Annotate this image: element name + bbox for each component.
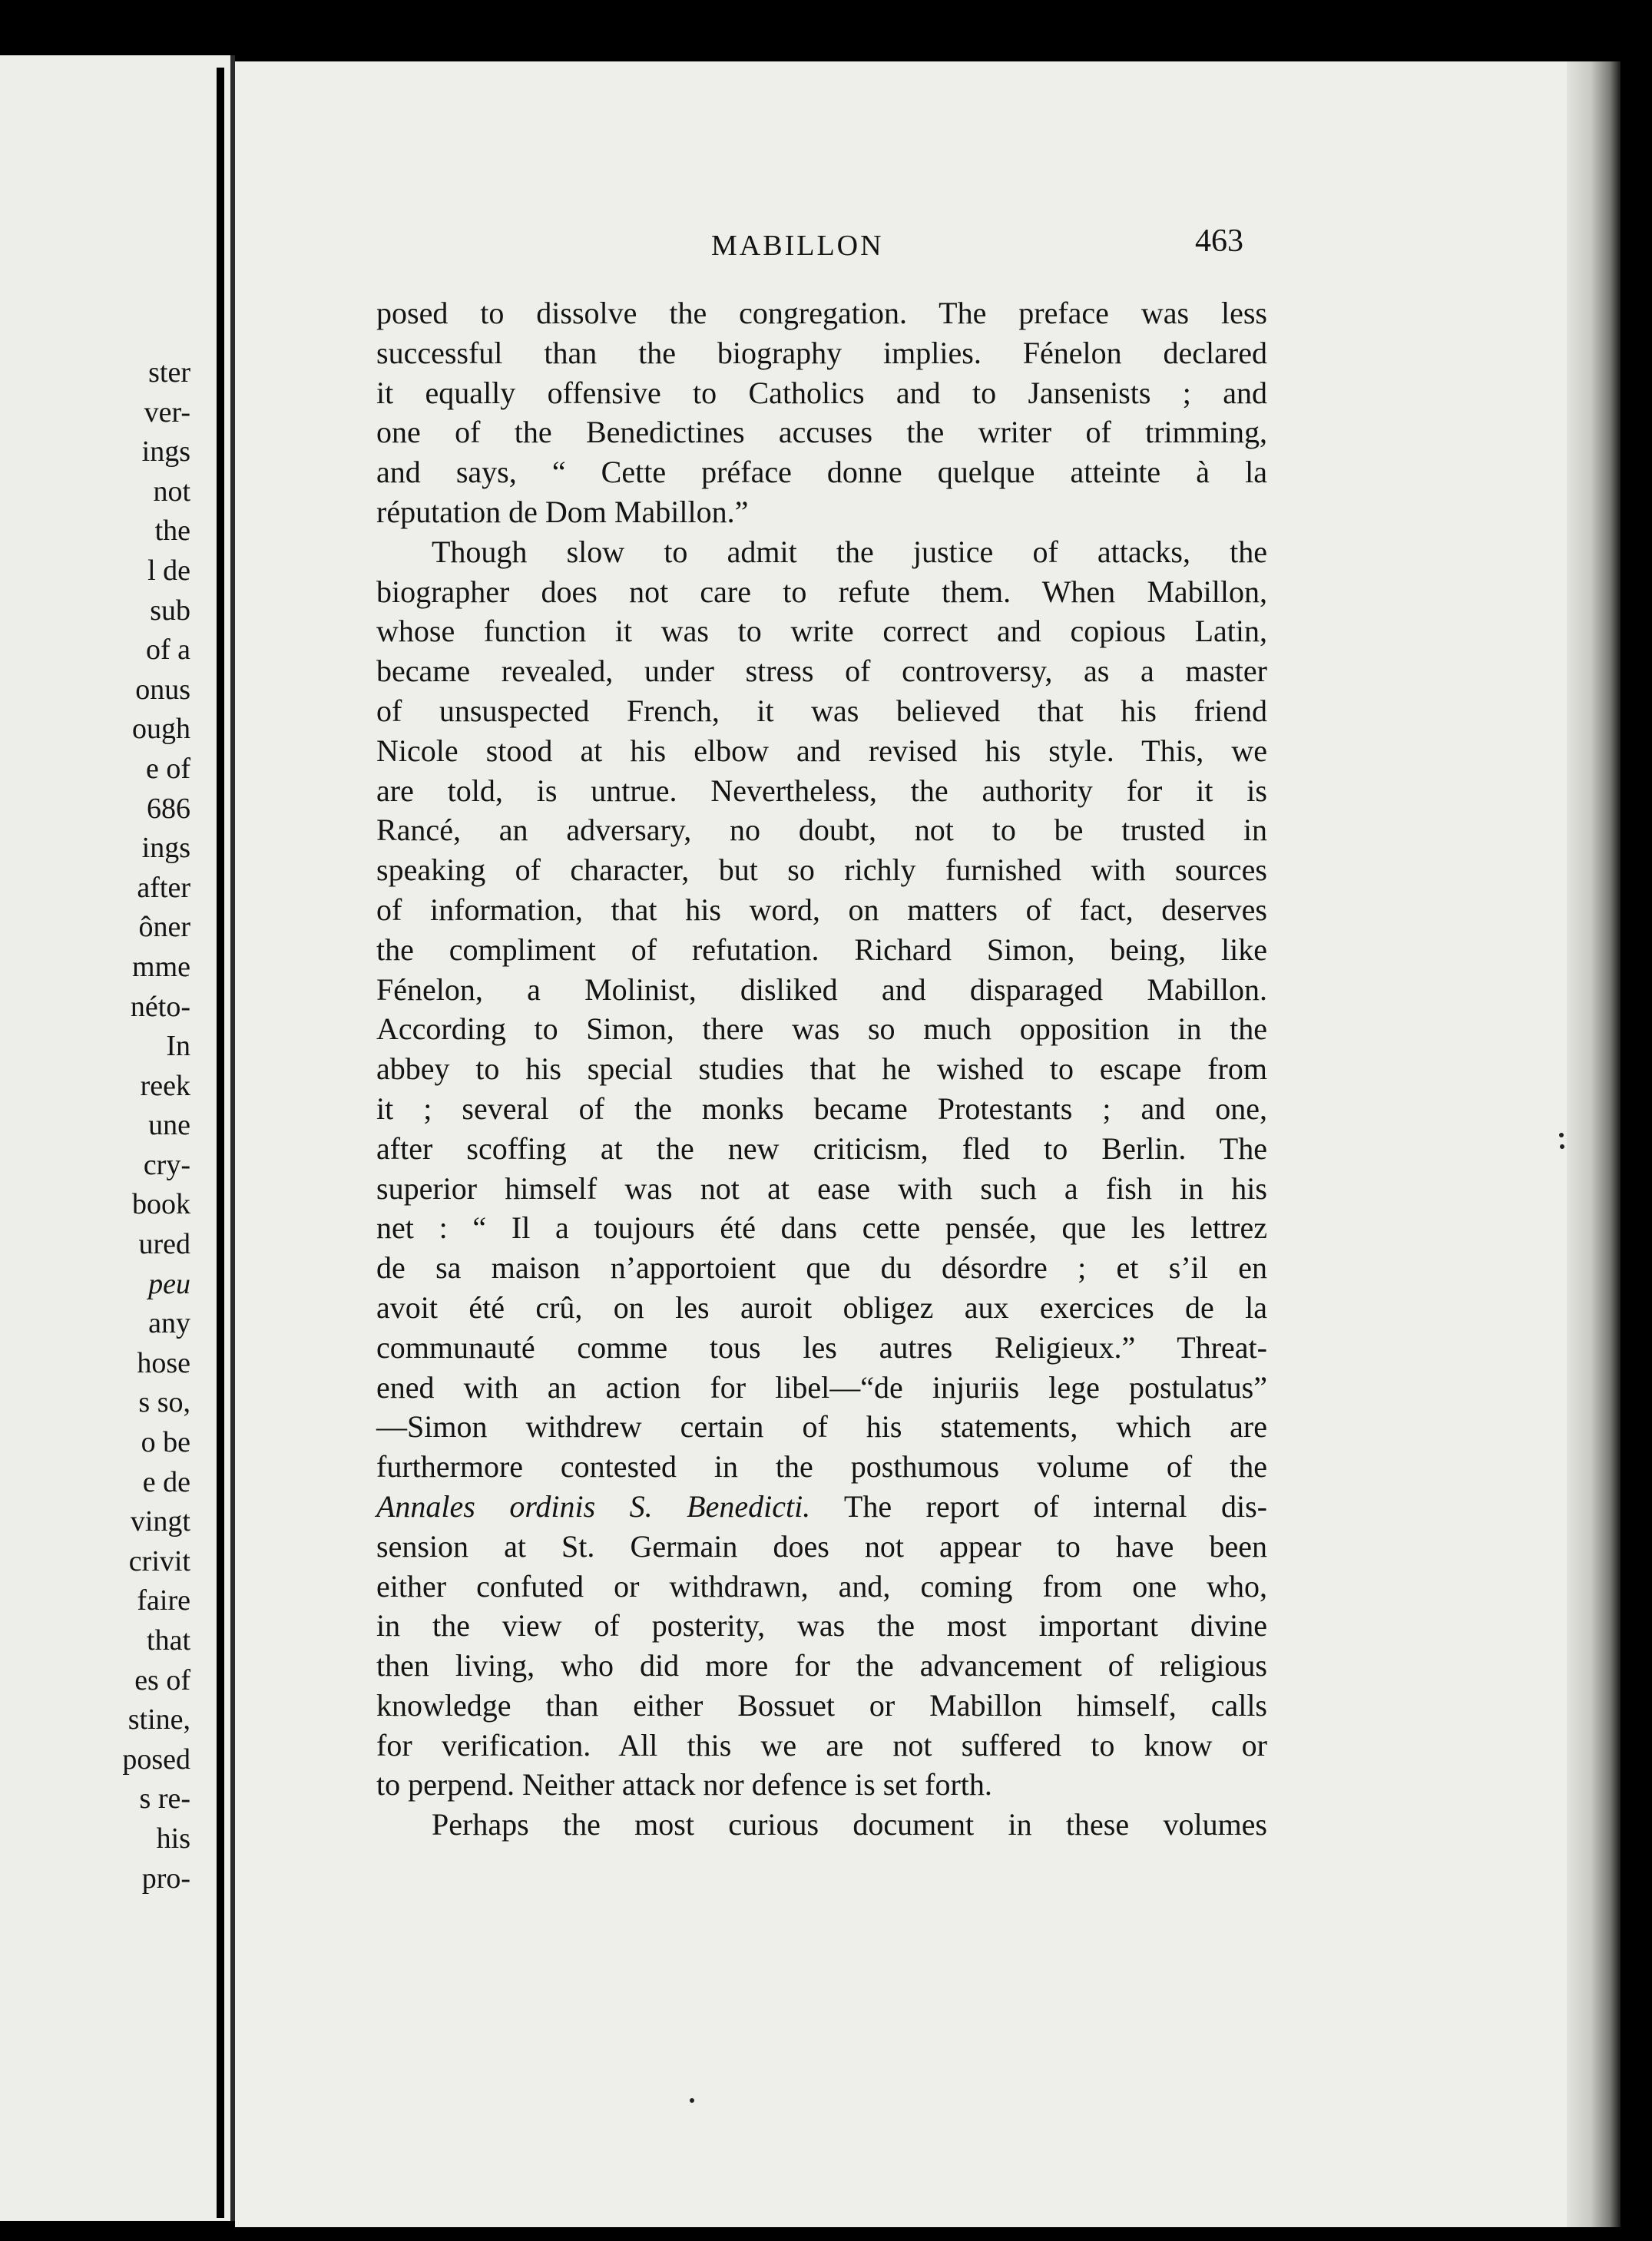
- left-page-line: pro-: [141, 1862, 190, 1895]
- body-line: are told, is untrue. Nevertheless, the authority for it is: [376, 773, 1267, 808]
- left-page-line: reek: [140, 1069, 190, 1102]
- body-line: and says, “ Cette préface donne quelque atteinte à la: [376, 455, 1267, 490]
- body-line: it equally offensive to Catholics and to Jansenists ; and: [376, 375, 1267, 410]
- left-page-line: cry-: [143, 1148, 190, 1181]
- body-line: knowledge than either Bossuet or Mabillon himself, calls: [376, 1687, 1267, 1723]
- left-page-line: vingt: [130, 1505, 190, 1538]
- body-line: of unsuspected French, it was believed that his friend: [376, 693, 1267, 728]
- left-page-line: the: [154, 515, 190, 548]
- body-line: sension at St. Germain does not appear to have been: [376, 1528, 1267, 1564]
- body-line-text: The report of internal dis-: [810, 1488, 1267, 1524]
- body-line: to perpend. Neither attack nor defence is set forth.: [376, 1767, 992, 1802]
- left-page-line: ough: [132, 713, 190, 746]
- body-line: then living, who did more for the advancement of religious: [376, 1648, 1267, 1683]
- body-line: —Simon withdrew certain of his statements, which are: [376, 1409, 1267, 1445]
- body-line: Though slow to admit the justice of attacks, the: [432, 534, 1267, 569]
- body-line: after scoffing at the new criticism, fled to Berlin. The: [376, 1130, 1267, 1166]
- left-page-line: ver-: [144, 396, 190, 429]
- body-line: the compliment of refutation. Richard Simon, being, like: [376, 932, 1267, 967]
- ink-speck: [690, 2098, 694, 2103]
- left-page-line: posed: [122, 1743, 190, 1776]
- italic-title: Annales ordinis S. Benedicti.: [376, 1488, 811, 1524]
- left-page-line: that: [147, 1624, 190, 1657]
- left-page-line: es of: [134, 1663, 190, 1696]
- ink-speck: [1559, 1133, 1564, 1137]
- body-line: in the view of posterity, was the most important divine: [376, 1608, 1267, 1644]
- body-line: [376, 1487, 1267, 1527]
- body-line: became revealed, under stress of controversy, as a master: [376, 654, 1267, 689]
- left-page-line: book: [132, 1188, 190, 1221]
- left-page: [0, 55, 230, 2221]
- left-page-line: o be: [141, 1426, 190, 1459]
- left-page-line: s re-: [139, 1783, 190, 1816]
- left-page-line: stine,: [127, 1703, 190, 1736]
- left-page-line: peu: [148, 1267, 190, 1300]
- left-page-line: l de: [147, 554, 190, 587]
- body-line: According to Simon, there was so much opposition in the: [376, 1011, 1267, 1047]
- left-page-line: hose: [137, 1346, 190, 1379]
- page-edge-shading: [1567, 61, 1621, 2227]
- body-line: superior himself was not at ease with such a fish in his: [376, 1170, 1267, 1206]
- left-page-line: his: [156, 1822, 190, 1855]
- body-text: [376, 293, 1267, 1845]
- left-page-line: e de: [142, 1465, 190, 1498]
- body-line: Fénelon, a Molinist, disliked and disparaged Mabillon.: [376, 972, 1267, 1007]
- body-line: whose function it was to write correct and copious Latin,: [376, 614, 1267, 649]
- left-page-line: after: [137, 871, 190, 904]
- left-page-line: une: [148, 1109, 190, 1142]
- body-line: either confuted or withdrawn, and, coming from one who,: [376, 1568, 1267, 1604]
- running-head: MABILLON: [711, 230, 884, 262]
- left-page-line: crivit: [128, 1544, 190, 1577]
- left-page-line: ured: [138, 1228, 190, 1261]
- body-line: Rancé, an adversary, no doubt, not to be trusted in: [376, 813, 1267, 848]
- left-page-line: 686: [147, 792, 190, 825]
- body-line: of information, that his word, on matters of fact, deserves: [376, 892, 1267, 927]
- body-line: for verification. All this we are not suffered to know or: [376, 1727, 1267, 1763]
- left-page-line: faire: [137, 1584, 190, 1617]
- body-line: de sa maison n’apportoient que du désordre ; et s’il en: [376, 1250, 1267, 1286]
- body-line: posed to dissolve the congregation. The preface was less: [376, 296, 1267, 330]
- left-page-line: mme: [132, 950, 190, 983]
- left-page-line: of a: [145, 634, 190, 667]
- body-line: abbey to his special studies that he wished to escape from: [376, 1051, 1267, 1087]
- body-line: avoit été crû, on les auroit obligez aux exercices de la: [376, 1289, 1267, 1325]
- left-page-line: ings: [141, 832, 190, 865]
- left-page-text-fragments: [37, 353, 190, 1898]
- body-line: Perhaps the most curious document in these volumes: [432, 1807, 1267, 1842]
- gutter-shadow: [217, 68, 224, 2218]
- body-line: successful than the biography implies. Fénelon declared: [376, 335, 1267, 370]
- left-page-line: ster: [148, 356, 190, 389]
- body-line: communauté comme tous les autres Religieux.” Threat-: [376, 1329, 1267, 1365]
- left-page-line: not: [153, 475, 190, 508]
- body-line: speaking of character, but so richly furnished with sources: [376, 852, 1267, 888]
- left-page-line: onus: [135, 673, 190, 706]
- left-page-line: In: [166, 1030, 190, 1063]
- left-page-line: ings: [141, 435, 190, 468]
- body-line: it ; several of the monks became Protestants ; and one,: [376, 1091, 1267, 1126]
- ink-speck: [1560, 1144, 1564, 1149]
- body-line: biographer does not care to refute them. When Mabillon,: [376, 574, 1267, 609]
- body-line: one of the Benedictines accuses the writer of trimming,: [376, 415, 1267, 450]
- body-line: réputation de Dom Mabillon.”: [376, 494, 749, 529]
- left-page-line: ôner: [138, 911, 190, 944]
- left-page-line: any: [148, 1307, 190, 1340]
- body-line: net : “ Il a toujours été dans cette pensée, que les lettrez: [376, 1210, 1267, 1246]
- body-line: Nicole stood at his elbow and revised his style. This, we: [376, 733, 1267, 768]
- page-number: 463: [1195, 223, 1243, 259]
- left-page-line: s so,: [138, 1386, 190, 1419]
- body-line: ened with an action for libel—“de injuriis lege postulatus”: [376, 1369, 1267, 1405]
- body-line: furthermore contested in the posthumous volume of the: [376, 1449, 1267, 1485]
- left-page-line: néto-: [130, 990, 190, 1023]
- left-page-line: e of: [145, 752, 190, 785]
- left-page-line: sub: [150, 594, 190, 627]
